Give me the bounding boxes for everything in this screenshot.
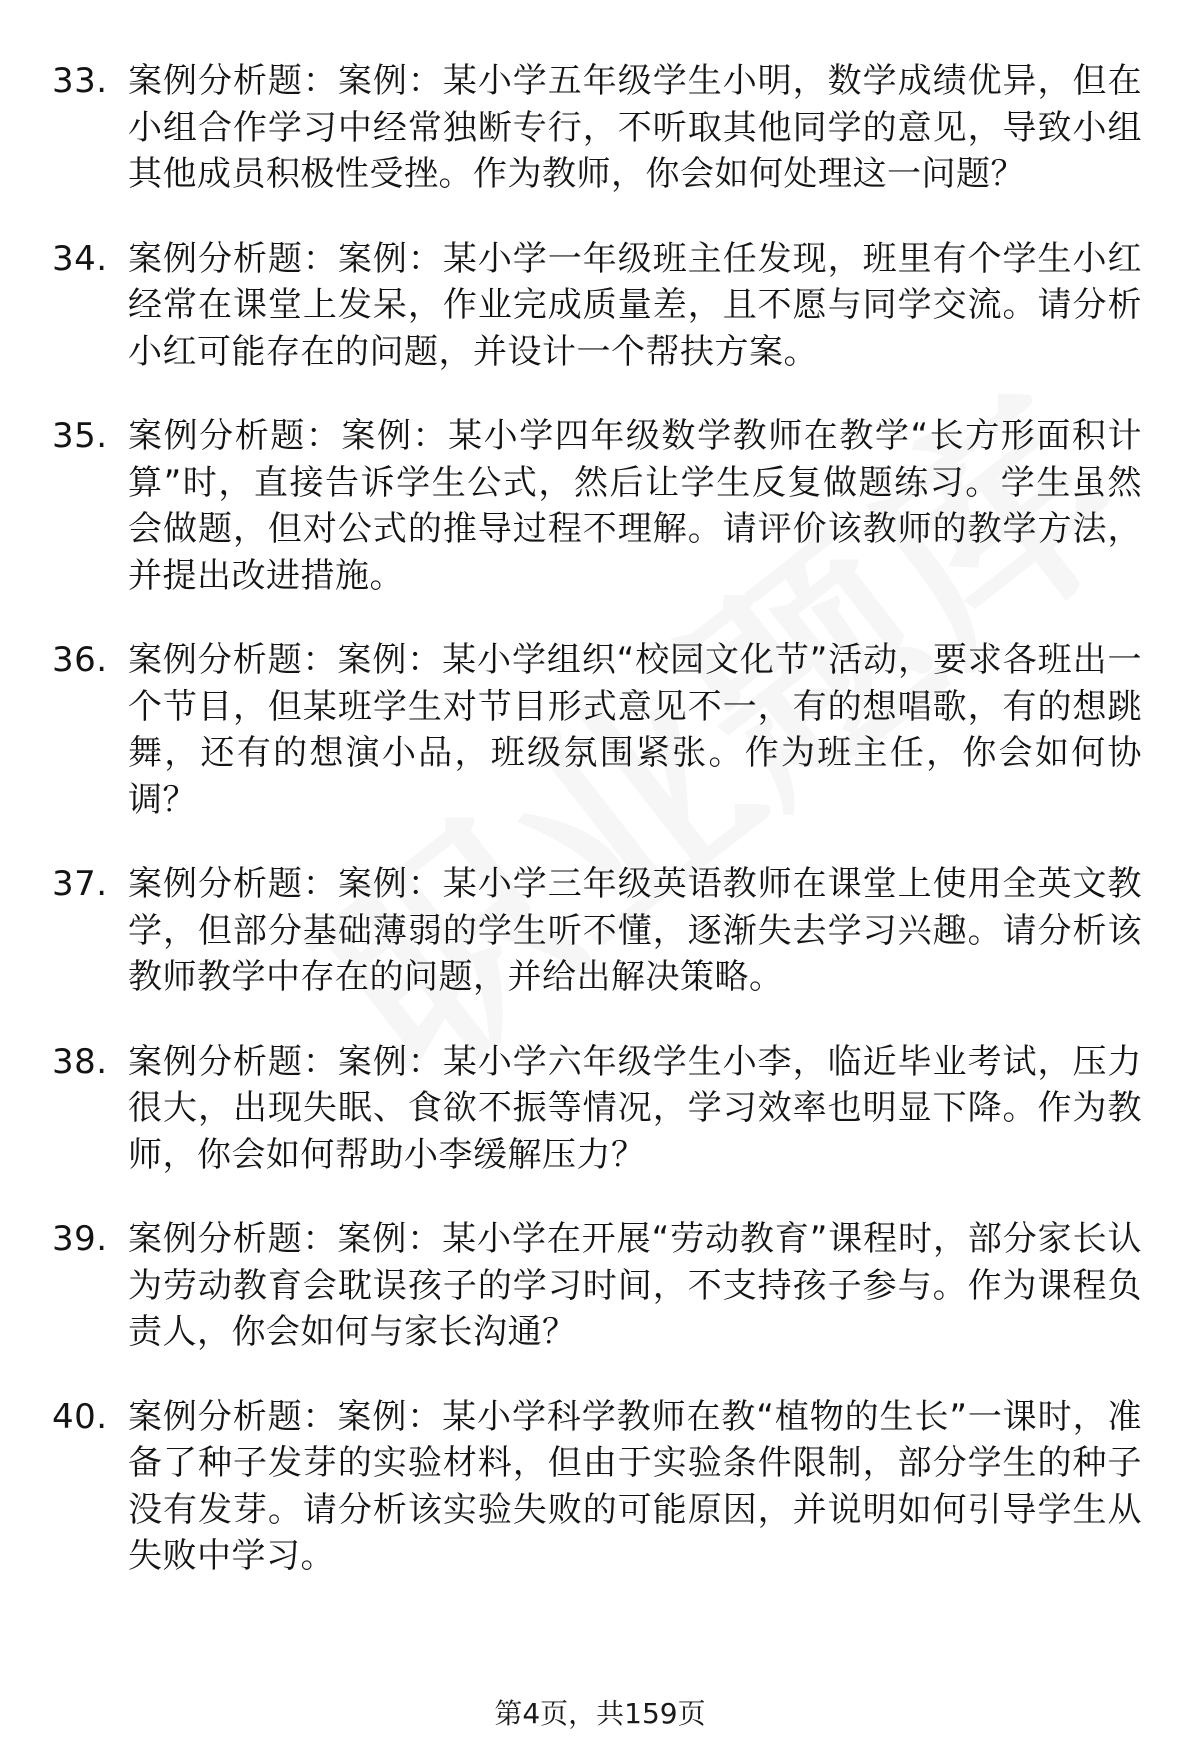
question-item [52,236,1142,376]
question-number: 37. [52,864,108,904]
question-number: 38. [52,1041,108,1082]
question-text: 案例分析题：案例：某小学三年级英语教师在课堂上使用全英文教学，但部分基础薄弱的学生听不懂，逐渐失去学习兴趣。请分析该教师教学中存在的问题，并给出解决策略。 [128,864,1142,997]
question-text: 案例分析题：案例：某小学五年级学生小明，数学成绩优异，但在小组合作学习中经常独断专行，不听取其他同学的意见，导致小组其他成员积极性受挫。作为教师，你会如何处理这一问题？ [128,61,1142,194]
question-item [52,413,1142,599]
question-item [52,637,1142,823]
question-number: 40. [52,1396,108,1437]
question-text: 案例分析题：案例：某小学在开展“劳动教育”课程时，部分家长认为劳动教育会耽误孩子的学习时间，不支持孩子参与。作为课程负责人，你会如何与家长沟通？ [128,1219,1142,1352]
question-number: 35. [52,416,108,456]
question-text: 案例分析题：案例：某小学组织“校园文化节”活动，要求各班出一个节目，但某班学生对节目形式意见不一，有的想唱歌，有的想跳舞，还有的想演小品，班级氛围紧张。作为班主任，你会如何协调？ [128,640,1142,820]
question-list [52,58,1142,1618]
question-item [52,861,1142,1001]
page-footer: 第4页，共159页 [494,1697,706,1730]
question-number: 39. [52,1219,108,1259]
question-text: 案例分析题：案例：某小学四年级数学教师在教学“长方形面积计算”时，直接告诉学生公式，然后让学生反复做题练习。学生虽然会做题，但对公式的推导过程不理解。请评价该教师的教学方法，并提出改进措施。 [128,416,1142,596]
question-text: 案例分析题：案例：某小学六年级学生小李，临近毕业考试，压力很大，出现失眠、食欲不振等情况，学习效率也明显下降。作为教师，你会如何帮助小李缓解压力？ [128,1041,1142,1175]
question-item [52,1216,1142,1356]
question-text: 案例分析题：案例：某小学一年级班主任发现，班里有个学生小红经常在课堂上发呆，作业完成质量差，且不愿与同学交流。请分析小红可能存在的问题，并设计一个帮扶方案。 [128,238,1142,372]
question-number: 33. [52,61,108,101]
question-item [52,1394,1142,1580]
question-number: 36. [52,640,108,680]
question-number: 34. [52,238,108,279]
question-text: 案例分析题：案例：某小学科学教师在教“植物的生长”一课时，准备了种子发芽的实验材料，但由于实验条件限制，部分学生的种子没有发芽。请分析该实验失败的可能原因，并说明如何引导学生从失败中学习。 [128,1396,1142,1576]
question-item [52,58,1142,198]
question-item [52,1039,1142,1179]
